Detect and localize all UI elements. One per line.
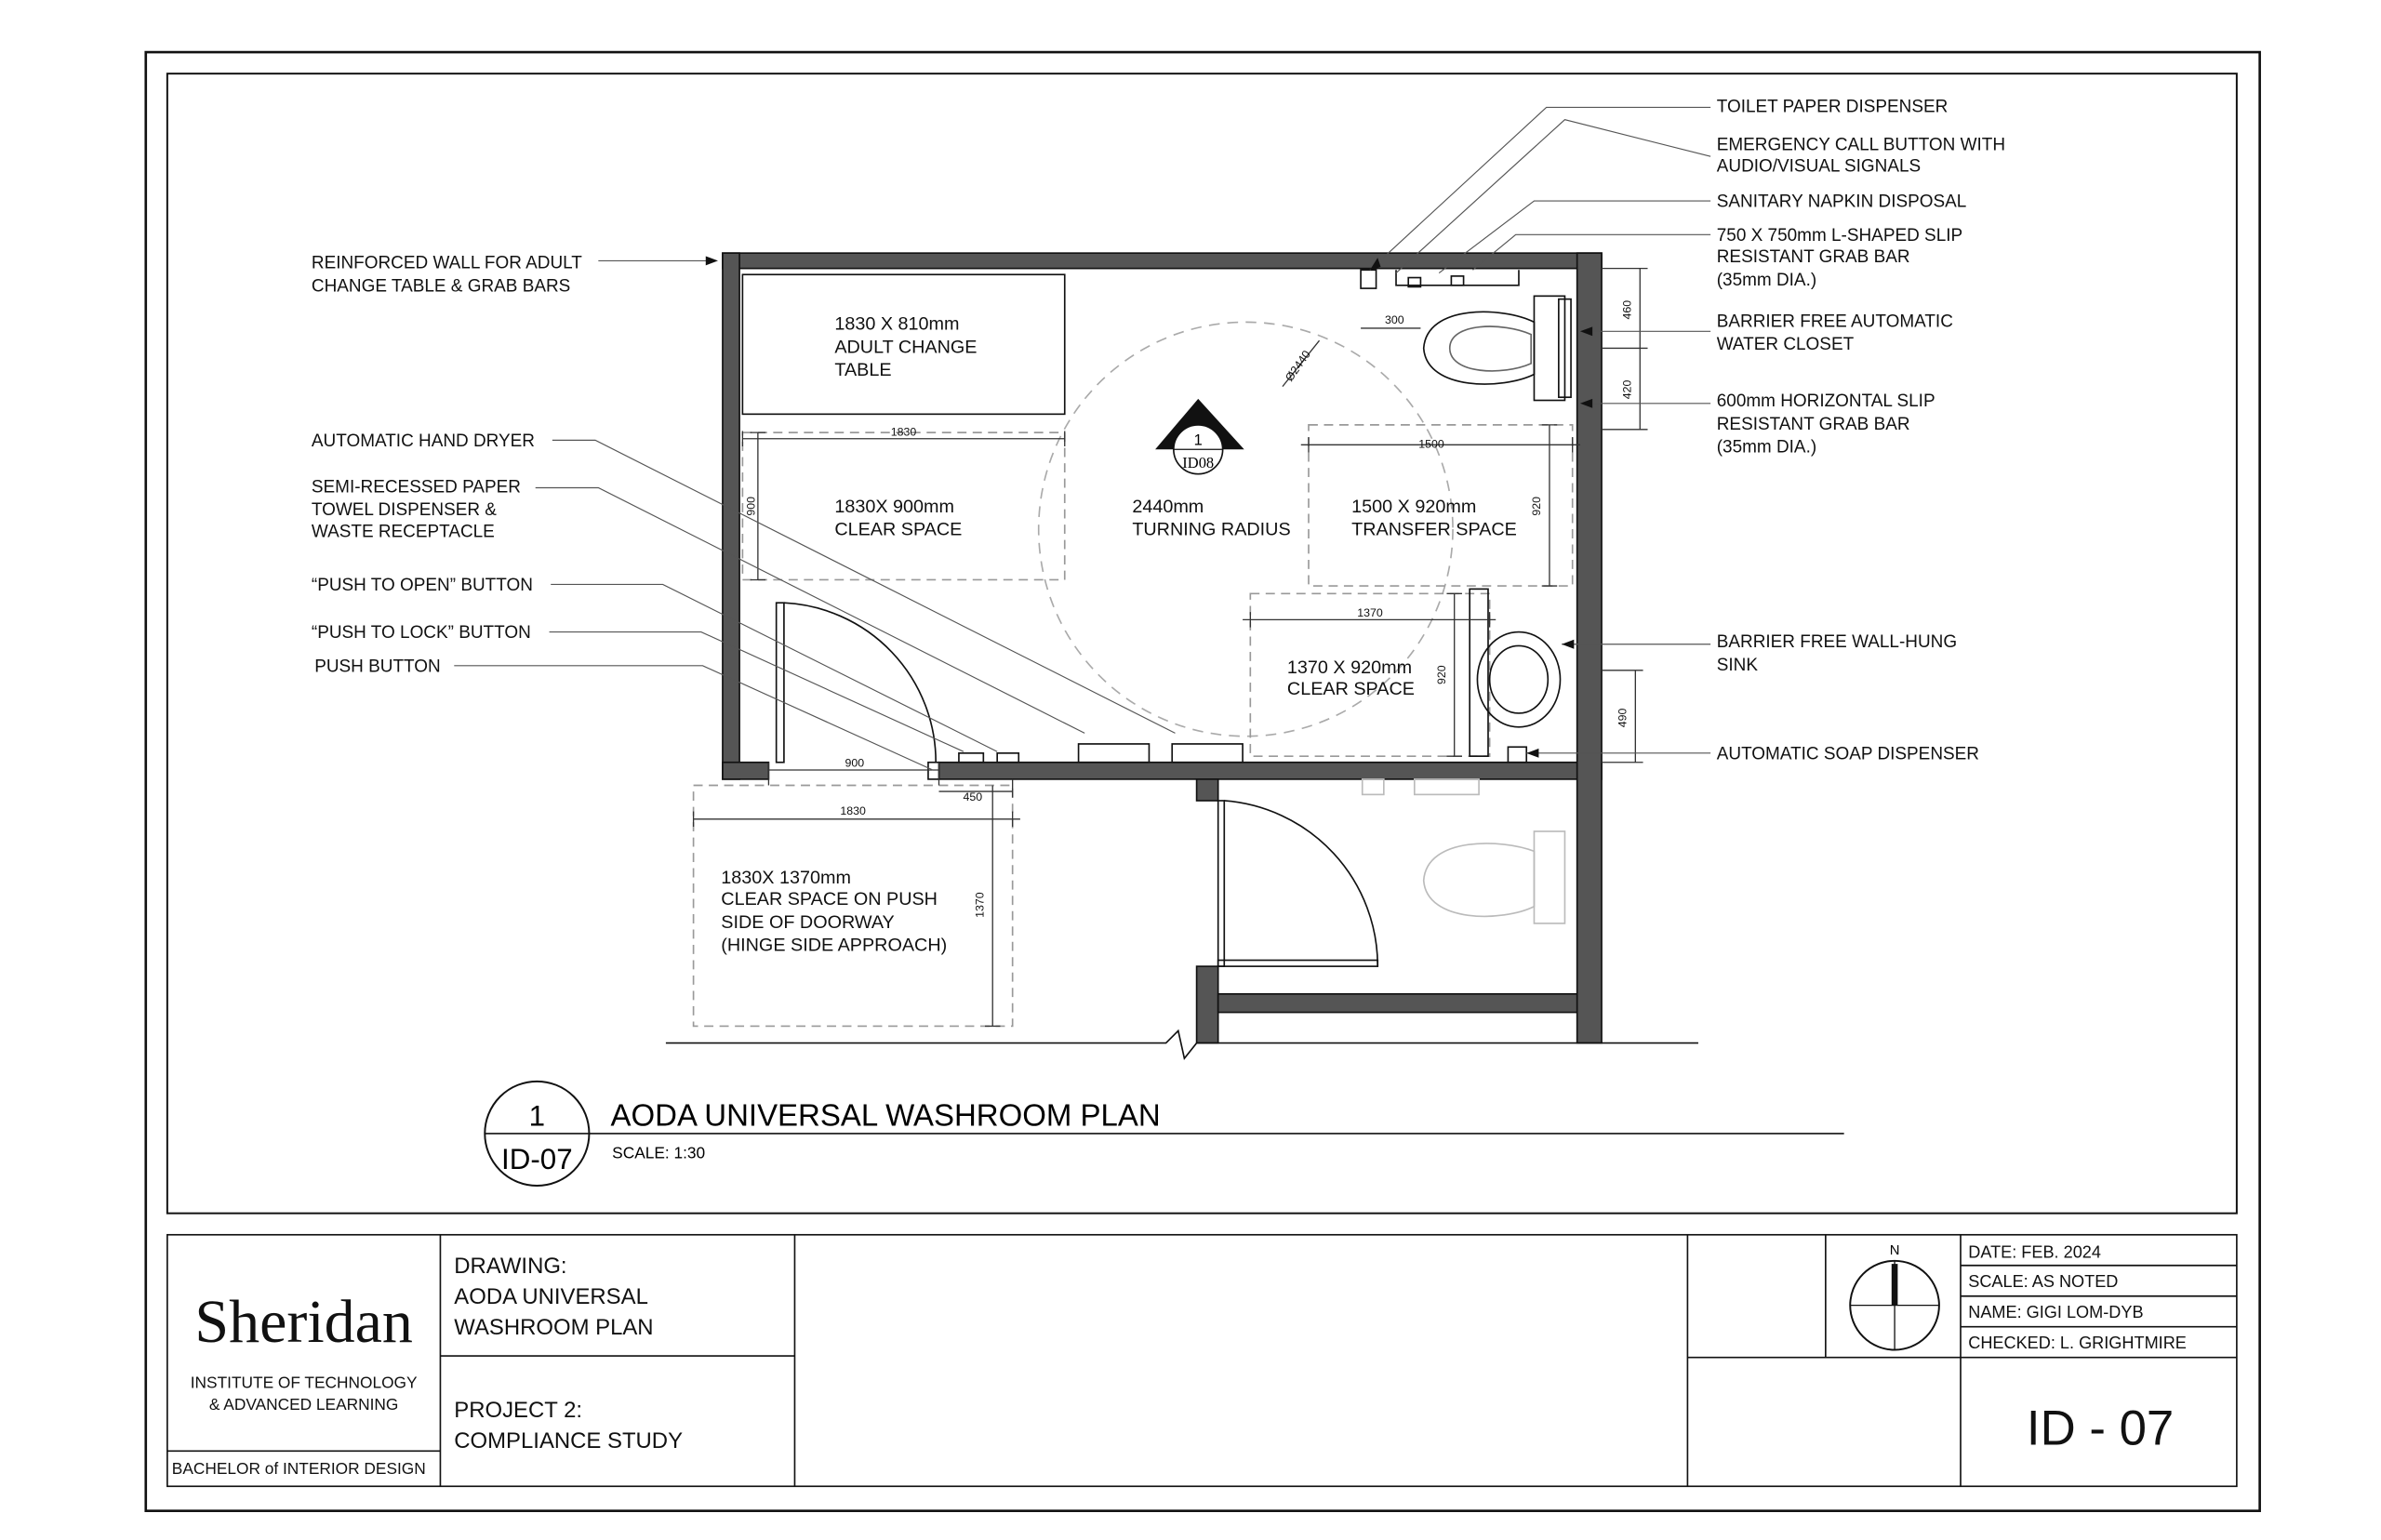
dim-1370-side: 1370 <box>973 892 987 918</box>
room-labels <box>721 314 1517 956</box>
adjacent-toilet <box>1363 779 1565 923</box>
hand-dryer <box>1079 744 1150 763</box>
project-line-1: PROJECT 2: <box>454 1398 583 1424</box>
push-side-label-4: (HINGE SIDE APPROACH) <box>721 935 948 956</box>
sink-counter <box>1470 589 1488 756</box>
callout-dryer: AUTOMATIC HAND DRYER <box>311 431 536 451</box>
title-detail-number: 1 <box>528 1099 546 1133</box>
callout-toilet-paper: TOILET PAPER DISPENSER <box>1716 97 1949 117</box>
clear-space-1-label-2: CLEAR SPACE <box>834 519 963 540</box>
push-side-label-1: 1830X 1370mm <box>721 868 851 889</box>
callout-towel-1: SEMI-RECESSED PAPER <box>311 477 521 498</box>
sheet-id: ID - 07 <box>2026 1401 2175 1456</box>
callout-h-grab-3: (35mm DIA.) <box>1716 437 1817 458</box>
callout-wall-1: REINFORCED WALL FOR ADULT <box>311 253 582 273</box>
elevation-tag <box>1155 399 1244 474</box>
north-label: N <box>1889 1243 1900 1259</box>
dim-2440: Ø2440 <box>1283 348 1313 384</box>
dim-1500: 1500 <box>1418 437 1444 451</box>
transfer-space-label-2: TRANSFER SPACE <box>1351 519 1517 540</box>
project-line-2: COMPLIANCE STUDY <box>454 1428 684 1454</box>
title-sheet-ref: ID-07 <box>501 1142 573 1175</box>
callout-l-grab-2: RESISTANT GRAB BAR <box>1716 247 1910 268</box>
callout-emergency-1: EMERGENCY CALL BUTTON WITH <box>1716 135 2006 155</box>
dim-920-transfer: 920 <box>1530 496 1544 516</box>
toilet-paper-dispenser <box>1361 270 1376 288</box>
dim-450: 450 <box>963 790 983 803</box>
callout-soap: AUTOMATIC SOAP DISPENSER <box>1716 744 1980 764</box>
push-side-label-3: SIDE OF DOORWAY <box>721 911 895 933</box>
dim-490: 490 <box>1616 708 1629 728</box>
callout-sink-2: SINK <box>1716 655 1758 675</box>
dim-900-door: 900 <box>845 756 865 770</box>
callout-wc-1: BARRIER FREE AUTOMATIC <box>1716 312 1953 332</box>
dim-420: 420 <box>1620 379 1634 400</box>
door-jamb <box>928 763 939 779</box>
push-side-label-2: CLEAR SPACE ON PUSH <box>721 889 938 910</box>
callout-push-button: PUSH BUTTON <box>314 657 441 677</box>
adjacent-door-leaf <box>1218 801 1225 966</box>
dim-900-side: 900 <box>744 496 758 516</box>
callout-push-lock: “PUSH TO LOCK” BUTTON <box>311 623 531 644</box>
callout-h-grab-2: RESISTANT GRAB BAR <box>1716 414 1910 434</box>
title-block-text <box>172 1243 2187 1479</box>
institute-line-1: INSTITUTE OF TECHNOLOGY <box>190 1373 418 1392</box>
clear-space-2-label-1: 1370 X 920mm <box>1286 657 1413 679</box>
north-arrow <box>1850 1243 1939 1349</box>
drawing-title <box>485 1082 1843 1186</box>
clear-space-1-label-1: 1830X 900mm <box>834 496 954 517</box>
water-closet <box>1424 312 1535 384</box>
callout-towel-3: WASTE RECEPTACLE <box>311 522 495 542</box>
elevation-tag-sheet: ID08 <box>1182 454 1215 472</box>
callout-emergency-2: AUDIO/VISUAL SIGNALS <box>1716 156 1922 177</box>
name-field: NAME: GIGI LOM-DYB <box>1968 1302 2144 1321</box>
checked-field: CHECKED: L. GRIGHTMIRE <box>1968 1333 2187 1352</box>
institute-line-2: & ADVANCED LEARNING <box>208 1394 399 1414</box>
toilet-tank <box>1534 296 1564 400</box>
dim-1370: 1370 <box>1357 606 1383 620</box>
scale-field: SCALE: AS NOTED <box>1968 1271 2119 1291</box>
push-to-lock-device <box>997 753 1018 763</box>
push-button-device <box>959 753 983 763</box>
callout-l-grab-3: (35mm DIA.) <box>1716 270 1817 290</box>
callout-push-open: “PUSH TO OPEN” BUTTON <box>311 576 533 596</box>
dim-300: 300 <box>1385 313 1404 327</box>
dim-460: 460 <box>1620 299 1634 320</box>
adjacent-door-swing <box>1224 801 1377 966</box>
dim-1830-bottom: 1830 <box>840 803 866 817</box>
callouts <box>312 97 2005 763</box>
program-name: BACHELOR of INTERIOR DESIGN <box>171 1459 426 1479</box>
elevation-tag-number: 1 <box>1193 431 1203 449</box>
drawing-name-1: AODA UNIVERSAL <box>454 1283 648 1309</box>
clear-space-2-label-2: CLEAR SPACE <box>1286 679 1415 700</box>
callout-l-grab-1: 750 X 750mm L-SHAPED SLIP <box>1716 225 1963 246</box>
callout-h-grab-1: 600mm HORIZONTAL SLIP <box>1716 392 1935 412</box>
title-scale: SCALE: 1:30 <box>612 1143 706 1162</box>
drawing-label: DRAWING: <box>454 1254 567 1280</box>
turning-radius-label-1: 2440mm <box>1132 496 1204 517</box>
door-leaf <box>777 603 784 763</box>
turning-radius-label-2: TURNING RADIUS <box>1132 519 1291 540</box>
callout-wc-2: WATER CLOSET <box>1716 335 1855 355</box>
callout-wall-2: CHANGE TABLE & GRAB BARS <box>311 276 571 297</box>
change-table-label-2: ADULT CHANGE <box>834 337 978 358</box>
change-table-label-3: TABLE <box>834 360 892 381</box>
drawing-name-2: WASHROOM PLAN <box>454 1314 654 1340</box>
floor-break-line <box>666 1030 1698 1058</box>
paper-towel-dispenser <box>1172 744 1243 763</box>
dim-920-sink: 920 <box>1434 665 1448 685</box>
title-text: AODA UNIVERSAL WASHROOM PLAN <box>610 1097 1161 1133</box>
dimension-labels <box>745 300 1634 918</box>
transfer-space-label-1: 1500 X 920mm <box>1351 496 1477 517</box>
dim-1830-top: 1830 <box>890 425 917 439</box>
date-field: DATE: FEB. 2024 <box>1968 1242 2101 1262</box>
change-table-label-1: 1830 X 810mm <box>834 313 960 335</box>
callout-sink-1: BARRIER FREE WALL-HUNG <box>1716 632 1958 653</box>
soap-dispenser <box>1508 747 1526 762</box>
callout-napkin: SANITARY NAPKIN DISPOSAL <box>1716 192 1967 212</box>
callout-towel-2: TOWEL DISPENSER & <box>311 500 497 521</box>
leader-lines <box>454 107 1710 770</box>
logo-sheridan: Sheridan <box>194 1288 413 1357</box>
